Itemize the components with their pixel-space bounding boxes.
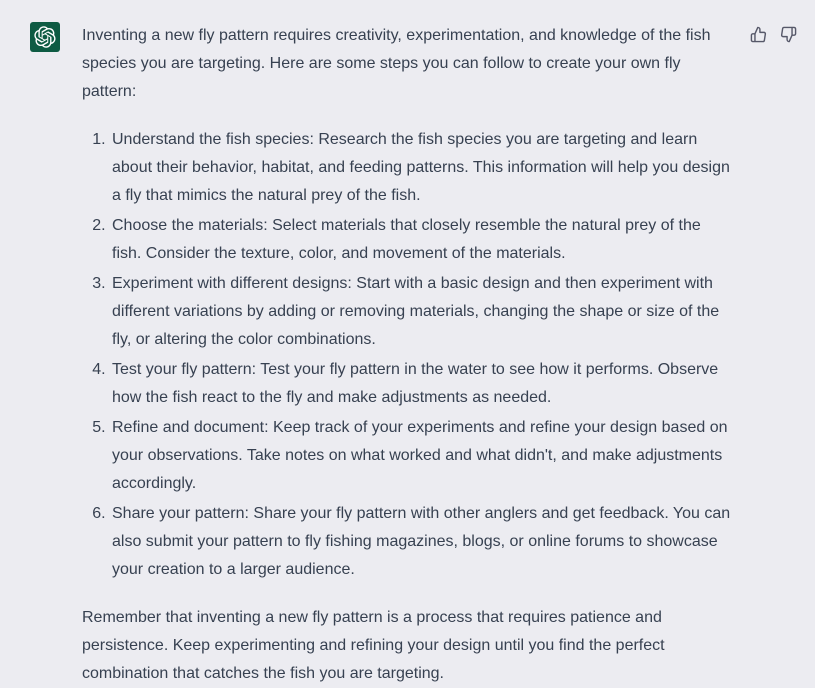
assistant-avatar <box>30 22 60 52</box>
step-list-item: 6. Share your pattern: Share your fly pattern with other anglers and get feedback. You can also submit your pattern to fly fishing magazines, blogs, or online forums to showcase your creation to a larger audience. <box>110 500 732 584</box>
step-list-item: 5. Refine and document: Keep track of your experiments and refine your design based on your observations. Take notes on what worked and what didn't, and make adjustments accordingly. <box>110 414 732 498</box>
step-list-item: 2. Choose the materials: Select materials that closely resemble the natural prey of the fish. Consider the texture, color, and movement of the materials. <box>110 212 732 268</box>
thumbs-down-icon <box>780 26 797 43</box>
step-list-item: 4. Test your fly pattern: Test your fly pattern in the water to see how it performs. Observe how the fish react to the fly and make adjustments as needed. <box>110 356 732 412</box>
thumbs-up-icon <box>750 26 767 43</box>
thumbs-up-button[interactable] <box>750 26 767 43</box>
openai-logo-icon <box>34 26 56 48</box>
message-intro-paragraph: Inventing a new fly pattern requires creativity, experimentation, and knowledge of the fish species you are targeting. Here are some steps you can follow to create your own fly pattern: <box>82 27 711 100</box>
step-list-item: 3. Experiment with different designs: Start with a basic design and then experiment with different variations by adding or removing materials, changing the shape or size of the fly, or altering the color combinations. <box>110 270 732 354</box>
message-outro-paragraph: Remember that inventing a new fly pattern is a process that requires patience and persistence. Keep experimenting and refining your design until you find the perfect combination that catches the fish you are targeting. <box>82 609 665 682</box>
message-content <box>82 22 732 688</box>
feedback-actions <box>750 22 797 43</box>
steps-list <box>82 126 732 584</box>
step-list-item: 1. Understand the fish species: Research the fish species you are targeting and learn about their behavior, habitat, and feeding patterns. This information will help you design a fly that mimics the natural prey of the fish. <box>110 126 732 210</box>
thumbs-down-button[interactable] <box>780 26 797 43</box>
